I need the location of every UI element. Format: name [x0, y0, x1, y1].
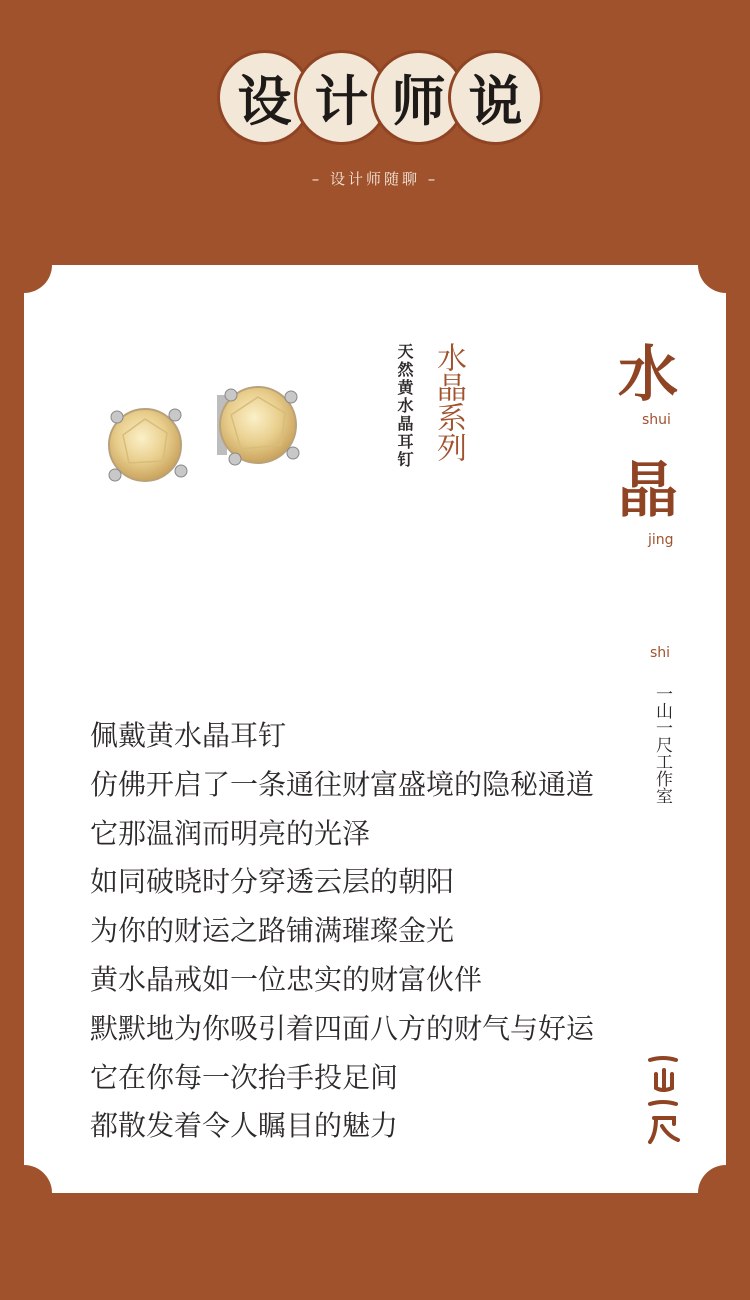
card-corner-notch: [698, 1165, 750, 1221]
poem-line: 如同破晓时分穿透云层的朝阳: [90, 865, 455, 899]
card-corner-notch: [698, 237, 750, 293]
product-name: 天然黄水晶耳钉: [395, 343, 414, 469]
pinyin-jing: jing: [648, 532, 674, 548]
poem-line: 它那温润而明亮的光泽: [90, 816, 371, 850]
card-corner-notch: [0, 237, 52, 293]
poem-line: 它在你每一次抬手投足间: [90, 1060, 399, 1094]
earring-left: [109, 409, 187, 481]
title-char-1: 设: [217, 50, 312, 145]
earrings-image: [95, 375, 315, 495]
poem-line: 佩戴黄水晶耳钉: [90, 719, 287, 752]
poem-line: 为你的财运之路铺满璀璨金光: [90, 914, 455, 948]
big-char-shui: 水: [618, 340, 678, 410]
subtitle: – 设计师随聊 –: [311, 170, 439, 188]
studio-name: 一山一尺工作室: [652, 685, 672, 804]
card-corner-notch: [0, 1165, 52, 1221]
poem-line: 都散发着令人瞩目的魅力: [90, 1109, 399, 1143]
poem-line: 默默地为你吸引着四面八方的财气与好运: [90, 1011, 595, 1045]
pinyin-shui: shui: [642, 412, 671, 428]
title-char-4: 说: [448, 50, 543, 145]
series-label: 水晶系列: [431, 342, 466, 462]
poem-line: 黄水晶戒如一位忠实的财富伙伴: [90, 962, 483, 996]
title-char-2: 计: [294, 50, 389, 145]
poem: [90, 712, 650, 1151]
poem-line: 仿佛开启了一条通往财富盛境的隐秘通道: [90, 767, 595, 801]
pinyin-shi: shi: [650, 645, 671, 661]
big-char-jing: 晶: [618, 456, 678, 526]
header-title: [0, 50, 750, 145]
earring-right: [217, 387, 299, 465]
title-char-3: 师: [371, 50, 466, 145]
seal-logo: [646, 1050, 680, 1146]
